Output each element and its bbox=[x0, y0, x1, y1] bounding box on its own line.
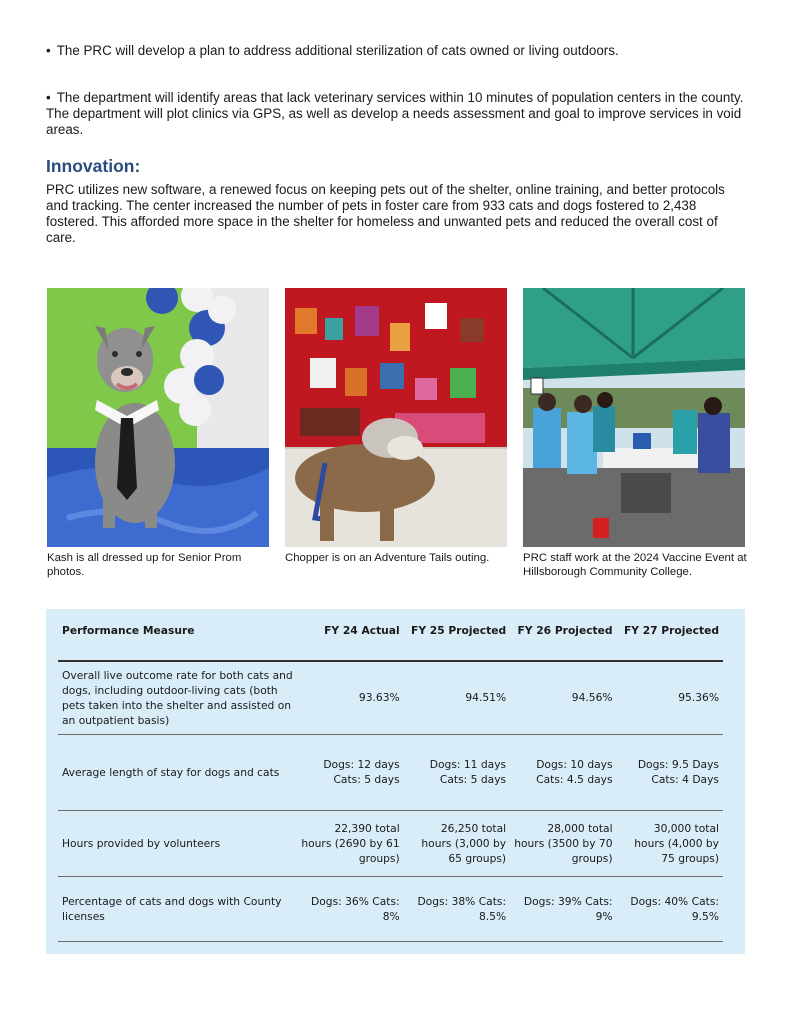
cell-fy24: Dogs: 36% Cats: 8% bbox=[297, 876, 403, 941]
table-row bbox=[58, 661, 723, 734]
photo-vaccine-event bbox=[523, 288, 745, 547]
header-fy26: FY 26 Projected bbox=[510, 623, 616, 661]
innovation-paragraph: PRC utilizes new software, a renewed focus on keeping pets out of the shelter, online training, and better protocols and tracking. The center increased the number of pets in foster care from 933 cats and dogs fostered to 2,438 fostered. This afforded more space in the shelter for homeless and unwanted pets and reduced the overall cost of care. bbox=[46, 182, 725, 245]
row-measure: Percentage of cats and dogs with County licenses bbox=[58, 876, 297, 941]
photo-chopper bbox=[285, 288, 507, 547]
cell-fy26: 94.56% bbox=[510, 661, 616, 734]
photo-kash bbox=[47, 288, 269, 547]
performance-table-panel bbox=[46, 609, 745, 954]
header-fy27: FY 27 Projected bbox=[617, 623, 723, 661]
cell-fy24: 22,390 total hours (2690 by 61 groups) bbox=[297, 810, 403, 876]
bullet-dot: • bbox=[46, 43, 51, 58]
cell-fy27: Dogs: 40% Cats: 9.5% bbox=[617, 876, 723, 941]
bullet-veterinary bbox=[46, 90, 746, 138]
photo-vaccine-event-caption: PRC staff work at the 2024 Vaccine Event at Hillsborough Community College. bbox=[523, 552, 747, 578]
table-row bbox=[58, 734, 723, 810]
innovation-heading: Innovation: bbox=[46, 156, 141, 176]
photo-kash-caption: Kash is all dressed up for Senior Prom photos. bbox=[47, 552, 242, 578]
performance-table bbox=[58, 623, 723, 942]
table-header-row bbox=[58, 623, 723, 661]
table-row bbox=[58, 876, 723, 941]
cell-fy27: 95.36% bbox=[617, 661, 723, 734]
header-performance-measure: Performance Measure bbox=[58, 623, 297, 661]
bullet-dot: • bbox=[46, 90, 51, 105]
cell-fy25: Dogs: 38% Cats: 8.5% bbox=[404, 876, 510, 941]
cell-fy26: Dogs: 10 days Cats: 4.5 days bbox=[510, 734, 616, 810]
header-fy24: FY 24 Actual bbox=[297, 623, 403, 661]
cell-fy27: Dogs: 9.5 Days Cats: 4 Days bbox=[617, 734, 723, 810]
bullet-text: The PRC will develop a plan to address additional sterilization of cats owned or living outdoors. bbox=[56, 43, 619, 58]
table-row bbox=[58, 810, 723, 876]
cell-fy26: Dogs: 39% Cats: 9% bbox=[510, 876, 616, 941]
cell-fy25: 26,250 total hours (3,000 by 65 groups) bbox=[404, 810, 510, 876]
cell-fy27: 30,000 total hours (4,000 by 75 groups) bbox=[617, 810, 723, 876]
row-measure: Average length of stay for dogs and cats bbox=[58, 734, 297, 810]
cell-fy26: 28,000 total hours (3500 by 70 groups) bbox=[510, 810, 616, 876]
cell-fy25: Dogs: 11 days Cats: 5 days bbox=[404, 734, 510, 810]
bullet-text: The department will identify areas that lack veterinary services within 10 minutes of population centers in the county. The department will plot clinics via GPS, as well as develop a needs assessment and goal to improve services in void areas. bbox=[46, 90, 744, 137]
row-measure: Overall live outcome rate for both cats and dogs, including outdoor-living cats (both pets taken into the shelter and assisted on an outpatient basis) bbox=[58, 661, 297, 734]
row-measure: Hours provided by volunteers bbox=[58, 810, 297, 876]
cell-fy25: 94.51% bbox=[404, 661, 510, 734]
header-fy25: FY 25 Projected bbox=[404, 623, 510, 661]
bullet-sterilization bbox=[46, 43, 746, 59]
cell-fy24: 93.63% bbox=[297, 661, 403, 734]
cell-fy24: Dogs: 12 days Cats: 5 days bbox=[297, 734, 403, 810]
photo-chopper-caption: Chopper is on an Adventure Tails outing. bbox=[285, 552, 490, 564]
